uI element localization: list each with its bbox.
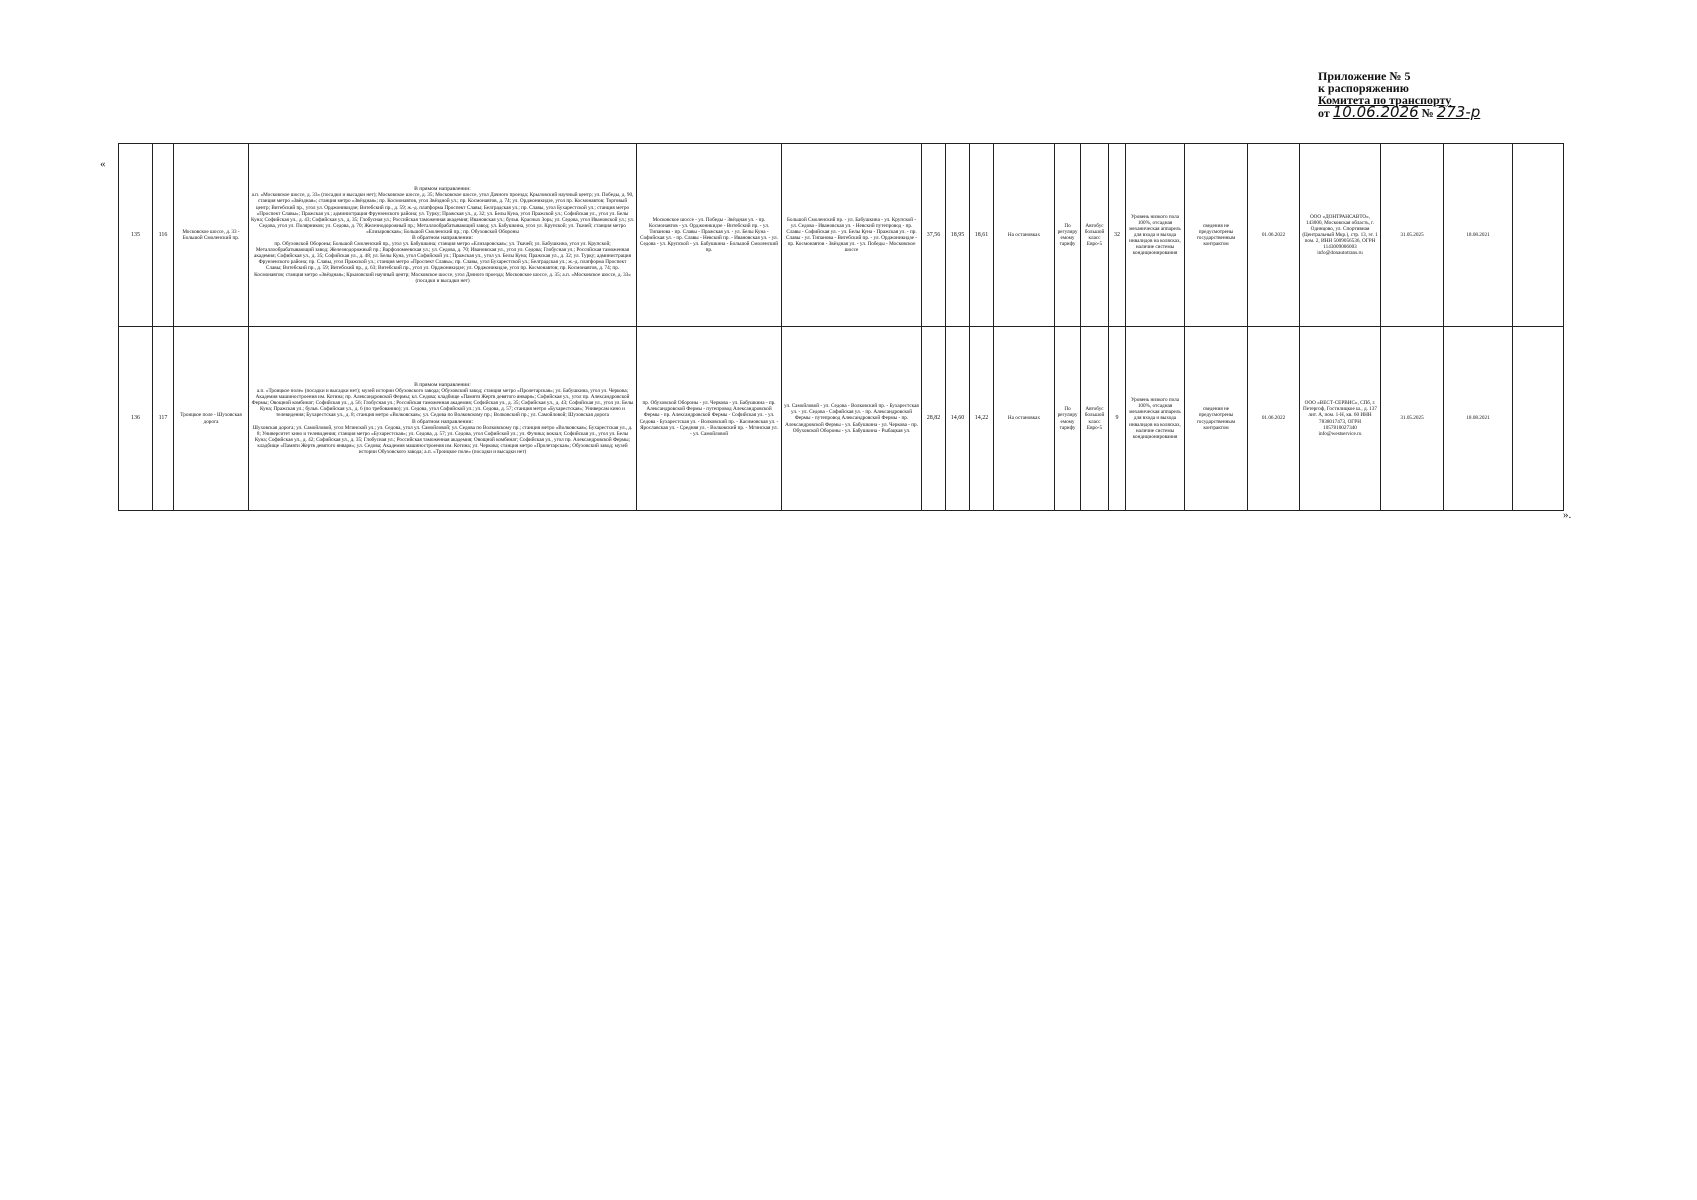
direction-heading: В обратном направлении: bbox=[411, 418, 474, 425]
streets-forward: пр. Обуховской Обороны - ул. Черкова - ул. Бабушкина - пр. Александровской Фермы - путепровод Александровской Фермы - пр. Александровской Фермы - Софийская ул. - ул. Седова - Бухарестская ул. - Волковский пр. - Касимовская ул. - Ярославская ул. - Средняя ул. - Волковский пр. - Мгинская ул. - ул. Самойловой bbox=[637, 327, 782, 511]
row-number: 135 bbox=[119, 144, 153, 327]
start-date: 01.06.2022 bbox=[1248, 144, 1300, 327]
route-number: 116 bbox=[153, 144, 174, 327]
stops-backward: Шуховская дорога; ул. Самойловой, угол Мгинской ул.; ул. Седова, угол ул. Самойловой; ул. Седова по Волковскому пр.; станция метро «Волковская»; Бухарестская ул., д. 8; Университет кино и телевидения; станция метро «Бухарестская»; ул. Седова, д. 57; ул. Седова, угол Софийской ул.; ул. Фучика; вокзал; Софийская ул., угол ул. Белы Куна; Софийская ул., д. 42; Софийская ул., д. 35; Глобусная ул.; Российская таможенная академия; Овощной комбинат; Софийская ул., угол пр. Александровской Фермы; кладбище «Памяти Жертв девятого января»; ул. Седова; Академия машиностроения им. Котина; ул. Черкова; станция метро «Пролетарская»; Обуховский завод; музей истории Обуховского завода; а.п. «Троицкое поле» (посадки и высадки нет) bbox=[252, 424, 633, 455]
vehicle-class: Автобус большой класс Евро-5 bbox=[1081, 144, 1109, 327]
handwritten-date: 10.06.2026 bbox=[1332, 103, 1419, 121]
extra-cell bbox=[1513, 327, 1564, 511]
end-date: 31.05.2025 bbox=[1381, 327, 1444, 511]
length-forward: 18,95 bbox=[946, 144, 970, 327]
length-forward: 14,60 bbox=[946, 327, 970, 511]
opening-quote: « bbox=[100, 158, 106, 170]
appendix-date-line bbox=[1318, 103, 1558, 121]
date-prefix: от bbox=[1318, 106, 1330, 120]
appendix-committee: Комитета по транспорту bbox=[1318, 93, 1452, 107]
appendix-ref: к распоряжению bbox=[1318, 81, 1409, 95]
route-name: Троицкое поле - Шуховская дорога bbox=[174, 327, 249, 511]
stops-order: На остановках bbox=[994, 144, 1055, 327]
handwritten-number: 273-р bbox=[1436, 103, 1481, 121]
stops-forward: а.п. «Московское шоссе, д. 33» (посадки и высадки нет); Московское шоссе, д. 35; Московское шоссе, угол Дачного проезда; Крыловский научный центр; ул. Победы, д. 90, станция метро «Звёздная»; станция метро «Звёздная»; пр. Космонавтов, угол Звёздной ул.; пр. Космонавтов, д. 74; ул. Орджоникидзе, угол пр. Космонавтов; Торговый центр; Витебский пр., угол ул. Орджоникидзе; Витебский пр., д. 59; ж.-д. платформа Проспект Славы; Белградская ул.; пр. Славы, угол Бухарестской ул.; станция метро «Проспект Славы»; Пражская ул.; администрация Фрунзенского района; ул. Турку; Пражская ул., д. 32; ул. Белы Куна, угол Пражской ул.; Софийская ул., угол ул. Белы Куна; Софийская ул., д. 43; Софийская ул., д. 35; Глобусная ул.; Российская таможенная академия; Ивановская ул.; бульв. Красных Зорь; ул. Седова, угол Ивановской ул.; ул. Седова, угол ул. Полярников; ул. Седова, д. 70; Железнодорожный пр.; Металлообрабатывающий завод; ул. Бабушкина, угол ул. Крупской; ул. Ткачей; станция метро «Елизаровская»; Большой Смоленский пр.; пр. Обуховской Обороны bbox=[251, 192, 634, 235]
table-row bbox=[119, 144, 1564, 327]
environmental-specs: Уровень низкого пола 100%, отсадная механическая аппарель для входа и выхода инвалидов на колясках, наличие системы кондиционирования bbox=[1126, 144, 1185, 327]
end-date: 31.05.2025 bbox=[1381, 144, 1444, 327]
tariff-type: По регулируемому тарифу bbox=[1055, 327, 1081, 511]
streets-forward: Московское шоссе - ул. Победы - Звёздная ул. - пр. Космонавтов - ул. Орджоникидзе - Витебский пр. - ул. Типанова - пр. Славы - Пражская ул. - ул. Белы Куна - Софийская ул. - пр. Славы - Невский пр. - Ивановская ул. - ул. Седова - ул. Крупской - ул. Бабушкина - Большой Смоленский пр. bbox=[637, 144, 782, 327]
streets-backward: Большой Смоленский пр. - ул. Бабушкина - ул. Крупской - ул. Седова - Ивановская ул. - Невский путепровод - пр. Славы - Софийская ул. - ул. Белы Куна - Пражская ул. - пр. Славы - ул. Типанова - Витебский пр. - ул. Орджоникидзе - пр. Космонавтов - Звёздная ул. - ул. Победы - Московское шоссе bbox=[782, 144, 922, 327]
decision-date: 18.08.2021 bbox=[1444, 144, 1513, 327]
vehicle-count: 32 bbox=[1109, 144, 1126, 327]
contract-info: сведения не предусмотрены государственным контрактом bbox=[1185, 327, 1248, 511]
tariff-type: По регулируемому тарифу bbox=[1055, 144, 1081, 327]
stops-description bbox=[249, 327, 637, 511]
contract-info: сведения не предусмотрены государственным контрактом bbox=[1185, 144, 1248, 327]
direction-heading: В прямом направлении: bbox=[414, 381, 471, 388]
length-backward: 18,61 bbox=[970, 144, 994, 327]
route-name: Московское шоссе, д. 33 - Большой Смоленский пр. bbox=[174, 144, 249, 327]
stops-forward: а.п. «Троицкое поле» (посадки и высадки нет); музей истории Обуховского завода; Обуховский завод; станция метро «Пролетарская»; ул. Бабушкина, угол ул. Черкова; Академия машиностроения им. Котина; пр. Александровской Фермы; кл. Седова; кладбище «Памяти Жертв девятого января»; Софийская ул., угол пр. Александровской Фермы; Овощной комбинат; Софийская ул., д. 56; Глобусная ул.; Российская таможенная академия; Софийская ул., д. 35; Софийская ул., д. 43; Софийская ул., угол ул. Белы Куна; Пражская ул.; бульв. Софийская ул., д. 6 (по требованию); ул. Седова, угол Софийской ул.; ул. Седова, д. 57; станция метро «Бухарестская»; Универсам кино и телевидения; Бухарестская ул., д. 8; станция метро «Волковская»; ул. Седова по Волковскому пр.; Волковский пр.; ул. Самойловой; Шуховская дорога bbox=[251, 388, 634, 419]
table-row bbox=[119, 327, 1564, 511]
direction-heading: В обратном направлении: bbox=[411, 235, 474, 241]
vehicle-class: Автобус большой класс Евро-5 bbox=[1081, 327, 1109, 511]
carrier-info: ООО «ДОНТРАНСАВТО», 143000, Московская область, г. Одинцово, ул. Спортивная (Центральный Мкр.), стр. 13, эт. 1 пом. 2, ИНН 5009056536, ОГРН 1143009006003 info@donautotrans.ru bbox=[1300, 144, 1381, 327]
length-backward: 14,22 bbox=[970, 327, 994, 511]
stops-order: На остановках bbox=[994, 327, 1055, 511]
extra-cell bbox=[1513, 144, 1564, 327]
number-prefix: № bbox=[1421, 106, 1434, 120]
appendix-title: Приложение № 5 bbox=[1318, 69, 1411, 83]
environmental-specs: Уровень низкого пола 100%, отсадная механическая аппарель для входа и выхода инвалидов на колясках, наличие системы кондиционирования bbox=[1126, 327, 1185, 511]
stops-backward: пр. Обуховской Обороны; Большой Смоленский пр., угол ул. Бабушкина; станция метро «Елизаровская»; ул. Ткачей; ул. Бабушкина, угол ул. Крупской; Металлообрабатывающий завод; Железнодорожный пр.; Варфоломеевская ул.; ул. Седова, д. 70; Ивановская ул., угол ул. Седова; Глобусная ул.; Российская таможенная академия; Софийская ул., д. 35; Софийская ул., д. 48; ул. Белы Куна, угол Софийской ул.; Пражская ул., угол ул. Белы Куна; Пражская ул., д. 32; ул. Турку; администрация Фрунзенского района; пр. Славы, угол Пражской ул.; станция метро «Проспект Славы»; пр. Славы, угол Бухарестской ул.; Белградская ул.; ж.-д. платформа Проспект Славы; Витебский пр., д. 59; Витебский пр., д. 63; Витебский пр., угол ул. Орджоникидзе; ул. Орджоникидзе, угол пр. Космонавтов; пр. Космонавтов, д. 74; пр. Космонавтов; станция метро «Звёздная»; Крыловский научный центр; Московское шоссе, угол Дачного проезда; Московское шоссе, д. 35; а.п. «Московское шоссе, д. 33» (посадки и высадки нет) bbox=[254, 241, 631, 284]
appendix-header bbox=[1318, 70, 1558, 119]
stops-description bbox=[249, 144, 637, 327]
decision-date: 18.08.2021 bbox=[1444, 327, 1513, 511]
carrier-info: ООО «ВЕСТ-СЕРВИС», СПб, г. Петергоф, Гостилицкое ш., д. 137 лит. А, пом. 1-Н, кв. 60 ИНН 7838017473, ОГРН 1057810027340 info@westservice.ru bbox=[1300, 327, 1381, 511]
row-number: 136 bbox=[119, 327, 153, 511]
length-total: 37,56 bbox=[922, 144, 946, 327]
streets-backward: ул. Самойловой - ул. Седова - Волковский пр. - Бухарестская ул. - ул. Седова - Софийская ул. - пр. Александровской Фермы - путепровод Александровской Фермы - пр. Александровской Фермы - ул. Бабушкина - ул. Черкова - пр. Обуховской Обороны - ул. Бабушкина - Рыбацкая ул. bbox=[782, 327, 922, 511]
length-total: 28,82 bbox=[922, 327, 946, 511]
closing-quote: ». bbox=[1563, 509, 1572, 521]
start-date: 01.06.2022 bbox=[1248, 327, 1300, 511]
route-number: 117 bbox=[153, 327, 174, 511]
vehicle-count: 9 bbox=[1109, 327, 1126, 511]
direction-heading: В прямом направлении: bbox=[414, 186, 471, 193]
routes-table bbox=[118, 143, 1564, 511]
